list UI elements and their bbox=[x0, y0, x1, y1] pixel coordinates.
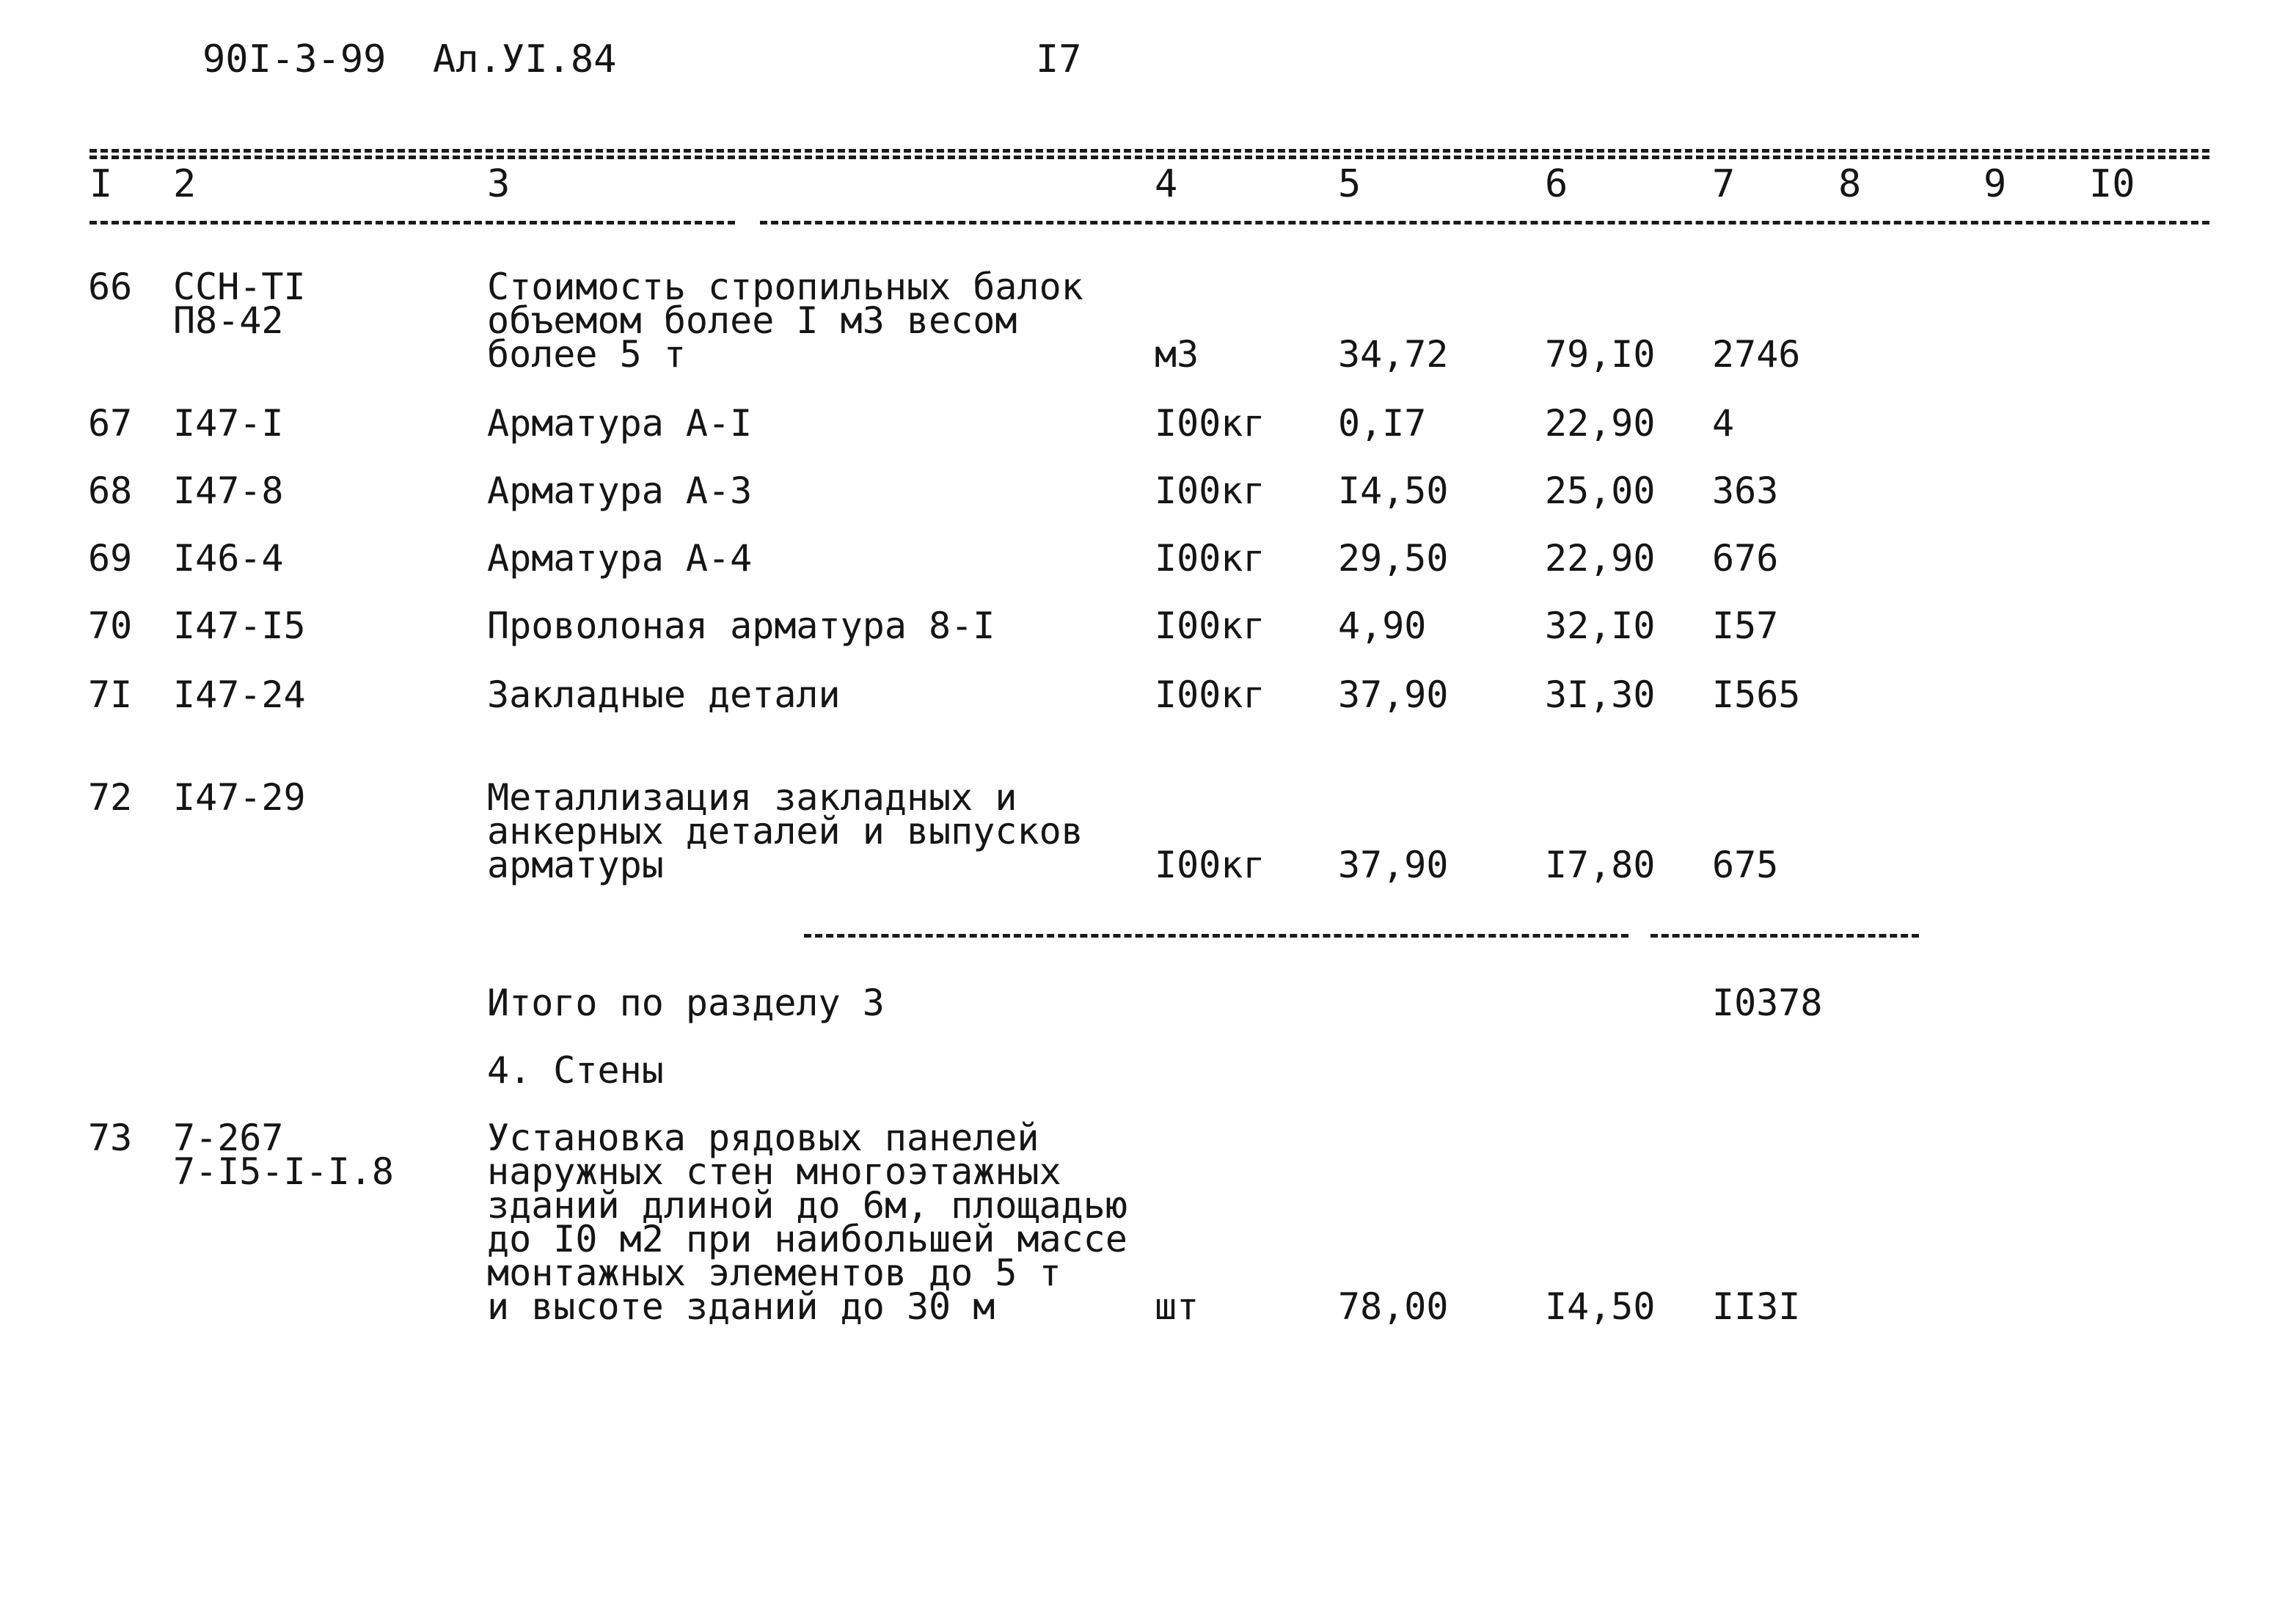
total-cost: 2746 bbox=[1712, 333, 1801, 376]
row-number: 69 bbox=[88, 537, 133, 580]
unit-price: 22,90 bbox=[1545, 402, 1656, 445]
code-line: ССН-ТI bbox=[173, 266, 306, 308]
row-number: 68 bbox=[88, 470, 133, 512]
quantity: I4,50 bbox=[1338, 470, 1449, 512]
quantity: 0,I7 bbox=[1338, 402, 1427, 445]
description-line: Закладные детали bbox=[487, 673, 841, 716]
unit-price: I4,50 bbox=[1545, 1285, 1656, 1328]
code-line: I47-8 bbox=[173, 470, 284, 512]
unit-price: 25,00 bbox=[1545, 470, 1656, 512]
unit: I00кг bbox=[1155, 844, 1265, 886]
subtotal-rule bbox=[1650, 934, 1919, 938]
row-number: 67 bbox=[88, 402, 133, 445]
total-cost: I565 bbox=[1712, 673, 1801, 716]
description-line: и высоте зданий до 30 м bbox=[487, 1285, 995, 1328]
column-header-5: 5 bbox=[1338, 162, 1361, 206]
code-line: I47-24 bbox=[173, 673, 306, 716]
unit: I00кг bbox=[1155, 673, 1265, 716]
unit: I00кг bbox=[1155, 470, 1265, 512]
unit: I00кг bbox=[1155, 402, 1265, 445]
quantity: 34,72 bbox=[1338, 333, 1449, 376]
unit: I00кг bbox=[1155, 605, 1265, 647]
description-line: монтажных элементов до 5 т bbox=[487, 1252, 1061, 1294]
description-line: наружных стен многоэтажных bbox=[487, 1150, 1061, 1193]
description-line: более 5 т bbox=[487, 333, 686, 376]
description-line: Установка рядовых панелей bbox=[487, 1117, 1039, 1159]
total-cost: 676 bbox=[1712, 537, 1779, 580]
code-line: I47-29 bbox=[173, 776, 306, 819]
total-cost: II3I bbox=[1712, 1285, 1801, 1328]
code-line: П8-42 bbox=[173, 299, 284, 342]
unit-price: 79,I0 bbox=[1545, 333, 1656, 376]
column-header-8: 8 bbox=[1838, 162, 1862, 206]
header-bottom-rule bbox=[89, 221, 735, 224]
header-bottom-rule bbox=[760, 221, 2209, 224]
quantity: 78,00 bbox=[1338, 1285, 1449, 1328]
album-code: Ал.УI.84 bbox=[433, 37, 617, 81]
unit-price: 3I,30 bbox=[1545, 673, 1656, 716]
code-line: I47-I bbox=[173, 402, 284, 445]
subtotal-rule bbox=[804, 934, 1628, 938]
description-line: до I0 м2 при наибольшей массе bbox=[487, 1218, 1127, 1260]
code-line: I47-I5 bbox=[173, 605, 306, 647]
quantity: 37,90 bbox=[1338, 673, 1449, 716]
table-top-rule-2 bbox=[89, 156, 2209, 159]
column-header-6: 6 bbox=[1545, 162, 1568, 206]
code-line: I46-4 bbox=[173, 537, 284, 580]
description-line: Арматура А-I bbox=[487, 402, 753, 445]
doc-code: 90I-3-99 bbox=[202, 37, 387, 81]
description-line: зданий длиной до 6м, площадью bbox=[487, 1184, 1127, 1227]
total-cost: 4 bbox=[1712, 402, 1735, 445]
description-line: Стоимость стропильных балок bbox=[487, 266, 1083, 308]
unit: шт bbox=[1155, 1285, 1199, 1328]
description-line: Арматура А-4 bbox=[487, 537, 753, 580]
subtotal-label: Итого по разделу 3 bbox=[487, 982, 885, 1024]
description-line: арматуры bbox=[487, 844, 664, 886]
subtotal-total: I0378 bbox=[1712, 982, 1823, 1024]
page-number: I7 bbox=[1036, 37, 1082, 81]
unit-price: I7,80 bbox=[1545, 844, 1656, 886]
unit-price: 22,90 bbox=[1545, 537, 1656, 580]
section-title: 4. Стены bbox=[487, 1049, 664, 1092]
total-cost: 675 bbox=[1712, 844, 1779, 886]
row-number: 66 bbox=[88, 266, 133, 308]
row-number: 70 bbox=[88, 605, 133, 647]
unit: м3 bbox=[1155, 333, 1199, 376]
quantity: 37,90 bbox=[1338, 844, 1449, 886]
description-line: объемом более I м3 весом bbox=[487, 299, 1017, 342]
total-cost: 363 bbox=[1712, 470, 1779, 512]
code-line: 7-I5-I-I.8 bbox=[173, 1150, 395, 1193]
column-header-2: 2 bbox=[173, 162, 197, 206]
unit-price: 32,I0 bbox=[1545, 605, 1656, 647]
column-header-3: 3 bbox=[487, 162, 511, 206]
column-header-7: 7 bbox=[1712, 162, 1736, 206]
total-cost: I57 bbox=[1712, 605, 1779, 647]
row-number: 73 bbox=[88, 1117, 133, 1159]
unit: I00кг bbox=[1155, 537, 1265, 580]
row-number: 7I bbox=[88, 673, 133, 716]
description-line: анкерных деталей и выпусков bbox=[487, 810, 1083, 852]
quantity: 29,50 bbox=[1338, 537, 1449, 580]
quantity: 4,90 bbox=[1338, 605, 1427, 647]
row-number: 72 bbox=[88, 776, 133, 819]
column-header-4: 4 bbox=[1155, 162, 1178, 206]
description-line: Металлизация закладных и bbox=[487, 776, 1017, 819]
description-line: Арматура А-3 bbox=[487, 470, 753, 512]
column-header-9: 9 bbox=[1984, 162, 2007, 206]
table-top-rule bbox=[89, 149, 2209, 153]
code-line: 7-267 bbox=[173, 1117, 284, 1159]
column-header-10: I0 bbox=[2089, 162, 2135, 206]
column-header-1: I bbox=[89, 162, 113, 206]
description-line: Проволоная арматура 8-I bbox=[487, 605, 995, 647]
